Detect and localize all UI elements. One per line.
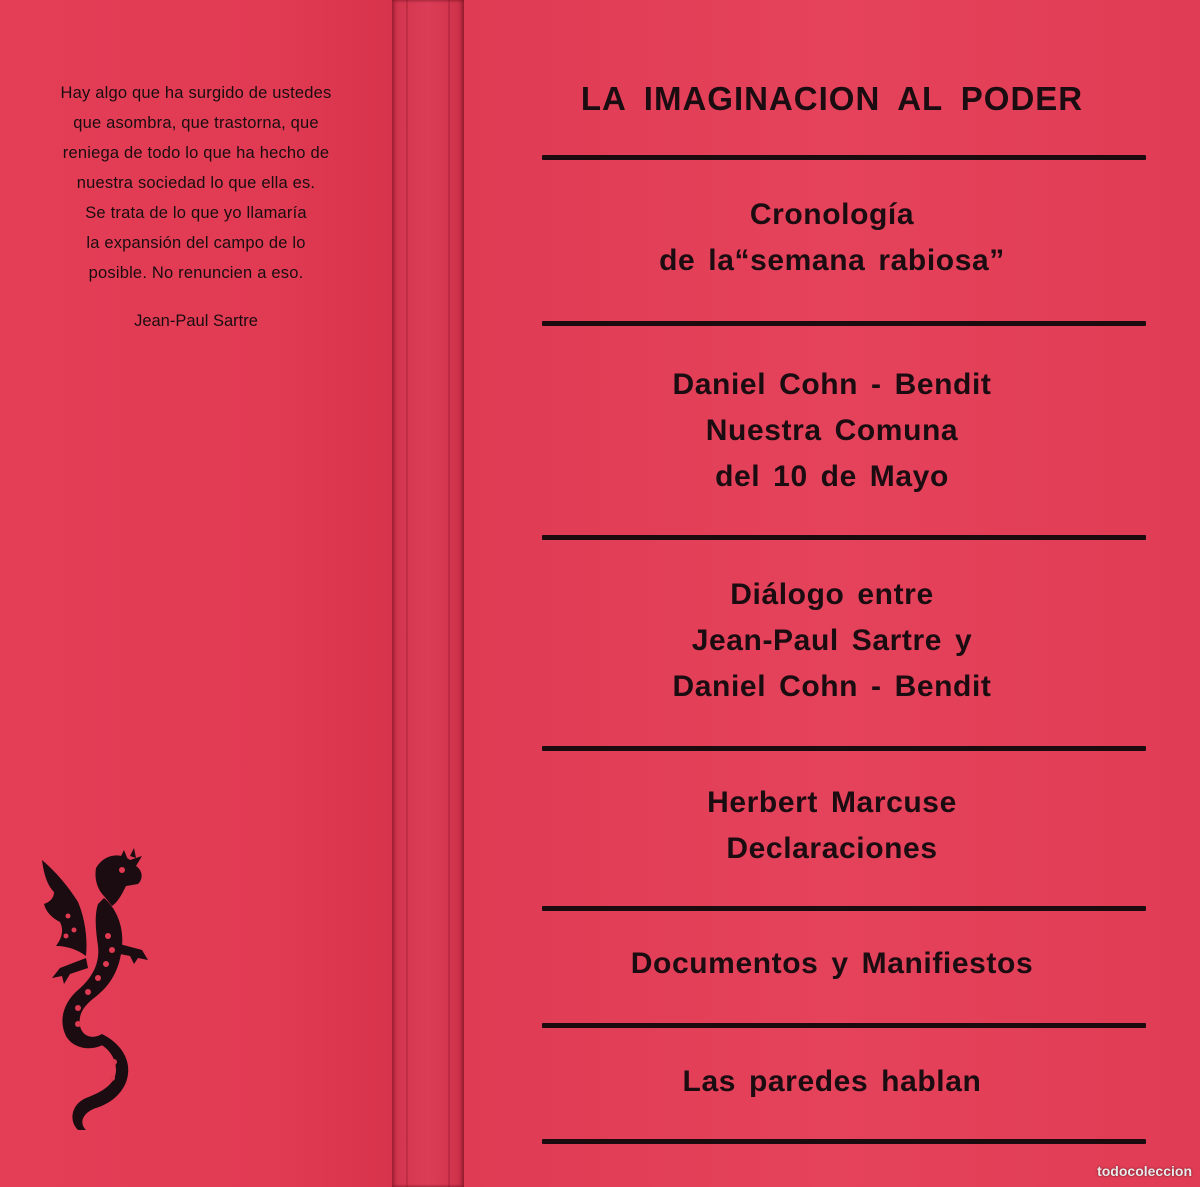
- back-cover: [0, 0, 392, 1187]
- section-line: del 10 de Mayo: [715, 460, 949, 493]
- section-line: Cronología: [749, 198, 915, 231]
- quote-line: reniega de todo lo que ha hecho de: [62, 144, 330, 162]
- section-line: Daniel Cohn - Bendit: [672, 670, 992, 703]
- section-line: Jean-Paul Sartre y: [691, 624, 973, 657]
- quote-line: posible. No renuncien a eso.: [88, 264, 304, 282]
- quote-author: Jean-Paul Sartre: [134, 312, 258, 330]
- contents-section-documentos: [464, 941, 1200, 987]
- section-line: Daniel Cohn - Bendit: [672, 368, 992, 401]
- book-spine: [392, 0, 464, 1187]
- quote-line: nuestra sociedad lo que ella es.: [76, 174, 316, 192]
- quote-line: Hay algo que ha surgido de ustedes: [60, 84, 332, 102]
- contents-section-cronologia: [464, 192, 1200, 284]
- watermark: todocoleccion: [1097, 1163, 1192, 1179]
- quote-line: la expansión del campo de lo: [86, 234, 306, 252]
- section-line: Diálogo entre: [730, 578, 934, 611]
- contents-section-marcuse: [464, 780, 1200, 872]
- contents-section-paredes: [464, 1059, 1200, 1105]
- divider-rule: [542, 1023, 1146, 1028]
- divider-rule: [542, 535, 1146, 540]
- section-line: Nuestra Comuna: [705, 414, 959, 447]
- divider-rule: [542, 155, 1146, 160]
- section-line: Herbert Marcuse: [707, 786, 957, 819]
- divider-rule: [542, 321, 1146, 326]
- sartre-quote: [0, 78, 392, 288]
- divider-rule: [542, 746, 1146, 751]
- section-line: Documentos y Manifiestos: [630, 947, 1034, 980]
- divider-rule: [542, 1139, 1146, 1144]
- front-cover: [464, 0, 1200, 1187]
- divider-rule: [542, 906, 1146, 911]
- dragon-icon: [38, 846, 158, 1131]
- section-line: Las paredes hablan: [682, 1065, 982, 1098]
- contents-section-dialogo: [464, 572, 1200, 710]
- section-line: Declaraciones: [726, 832, 938, 865]
- contents-section-cohn-bendit: [464, 362, 1200, 500]
- book-title: LA IMAGINACION AL PODER: [580, 80, 1084, 117]
- quote-line: Se trata de lo que yo llamaría: [85, 204, 307, 222]
- section-line: de la“semana rabiosa”: [659, 244, 1005, 277]
- quote-line: que asombra, que trastorna, que: [73, 114, 319, 132]
